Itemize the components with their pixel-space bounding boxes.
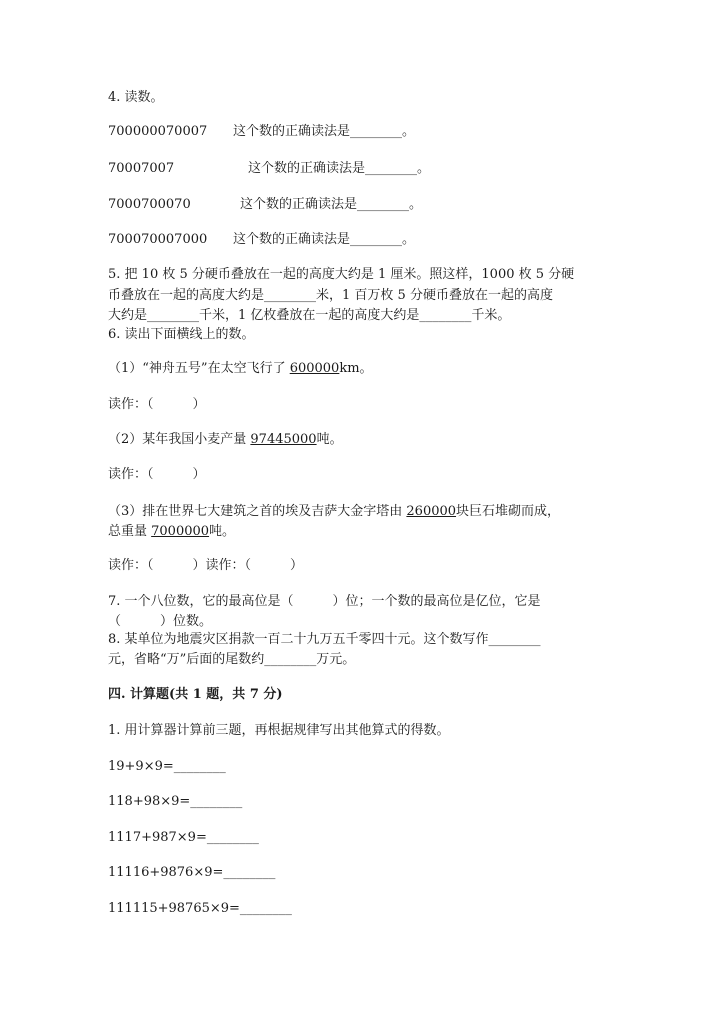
calc-expression: 1117+987×9=________ <box>108 830 259 845</box>
q6-p3-line2-unit: 吨。 <box>209 524 236 539</box>
q6-p2-number: 97445000 <box>250 432 317 447</box>
q5-line-2: 币叠放在一起的高度大约是________米，1 百万枚 5 分硬币叠放在一起的高度 <box>108 288 553 303</box>
q8-line-2: 元，省略“万”后面的尾数约________万元。 <box>108 652 356 667</box>
calc-q1-title: 1. 用计算器计算前三题，再根据规律写出其他算式的得数。 <box>108 723 450 738</box>
q4-row-4 <box>108 230 416 250</box>
q4-reading-blank: 这个数的正确读法是________。 <box>240 197 423 212</box>
q6-p1-unit: km。 <box>339 361 373 376</box>
q4-reading-blank: 这个数的正确读法是________。 <box>248 161 431 176</box>
calc-expression: 19+9×9=________ <box>108 759 226 774</box>
q6-p1-number: 600000 <box>289 361 340 376</box>
q6-p3-text: （3）排在世界七大建筑之首的埃及吉萨大金字塔由 <box>108 504 407 519</box>
q4-reading-blank: 这个数的正确读法是________。 <box>233 232 416 247</box>
q6-part-1 <box>108 359 373 379</box>
q4-row-2 <box>108 159 431 179</box>
q4-reading-blank: 这个数的正确读法是________。 <box>233 124 416 139</box>
calc-expression: 11116+9876×9=________ <box>108 865 276 880</box>
q6-read-1: 读作：（ ） <box>108 397 206 412</box>
q6-part-2 <box>108 430 343 450</box>
q8-line-1: 8. 某单位为地震灾区捐款一百二十九万五千零四十元。这个数写作________ <box>108 632 541 647</box>
q6-p3-number-2: 7000000 <box>151 524 210 539</box>
q6-p2-text: （2）某年我国小麦产量 <box>108 432 251 447</box>
q6-p3-number: 260000 <box>406 504 457 519</box>
q4-number: 70007007 <box>108 161 175 176</box>
section-4-heading: 四. 计算题(共 1 题，共 7 分) <box>108 687 283 702</box>
q6-p2-unit: 吨。 <box>316 432 343 447</box>
calc-expression: 118+98×9=________ <box>108 794 243 809</box>
q6-p1-text: （1）“神舟五号”在太空飞行了 <box>108 361 290 376</box>
q4-row-3 <box>108 195 423 215</box>
q6-p3-line2-text: 总重量 <box>108 524 152 539</box>
q6-title: 6. 读出下面横线上的数。 <box>108 327 255 342</box>
q4-number: 7000700070 <box>108 197 191 212</box>
q5-line-3: 大约是________千米，1 亿枚叠放在一起的高度大约是________千米。 <box>108 308 511 323</box>
q6-p3-unit: 块巨石堆砌而成， <box>456 504 561 519</box>
q7-line-1: 7. 一个八位数，它的最高位是（ ）位；一个数的最高位是亿位，它是 <box>108 594 541 609</box>
q4-title: 4. 读数。 <box>108 90 164 105</box>
q4-row-1 <box>108 122 416 142</box>
calc-expression: 111115+98765×9=________ <box>108 901 292 916</box>
q6-read-2: 读作：（ ） <box>108 467 206 482</box>
q7-line-2: （ ）位数。 <box>108 614 213 629</box>
q5-line-1: 5. 把 10 枚 5 分硬币叠放在一起的高度大约是 1 厘米。照这样，1000 枚 5 分硬 <box>108 267 575 282</box>
q6-read-3: 读作：（ ）读作：（ ） <box>108 558 304 573</box>
q6-part-3-line-2 <box>108 522 235 542</box>
q4-number: 700000070007 <box>108 124 208 139</box>
q4-number: 700070007000 <box>108 232 208 247</box>
q6-part-3-line-1 <box>108 502 560 522</box>
